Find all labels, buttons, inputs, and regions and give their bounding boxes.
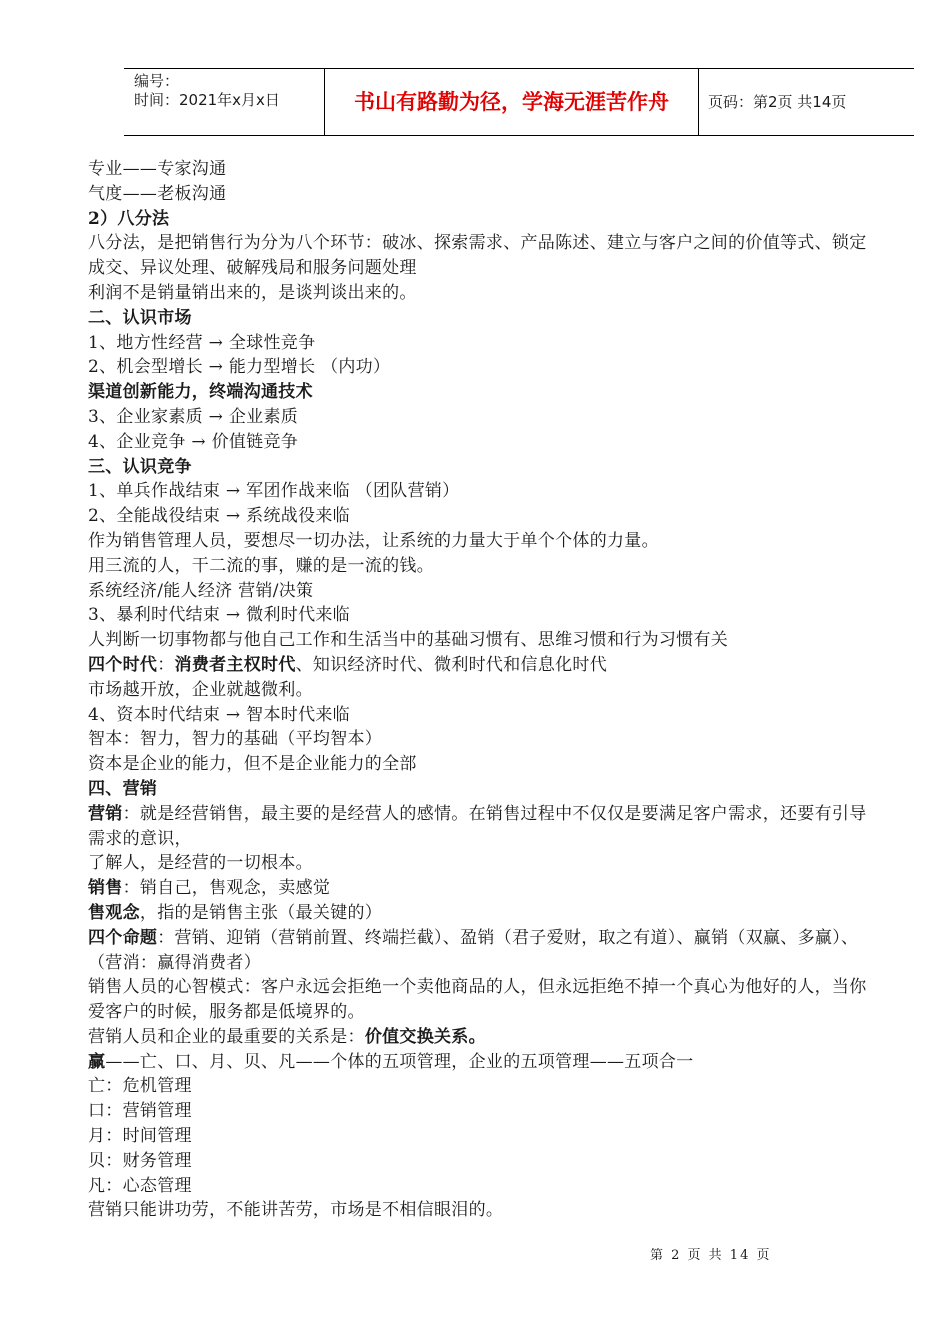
bold-term: 四个时代 (88, 654, 158, 675)
text-line: 了解人，是经营的一切根本。 (88, 853, 313, 874)
text-line (88, 876, 878, 901)
text-line: 人判断一切事物都与他自己工作和生活当中的基础习惯有、思维习惯和行为习惯有关 (88, 630, 729, 651)
text-line: 作为销售管理人员，要想尽一切办法，让系统的力量大于单个个体的力量。 (88, 530, 659, 551)
document-body (88, 157, 878, 1223)
text-span: ，指的是销售主张（最关键的） (139, 902, 383, 923)
text-line: 系统经济/能人经济 营销/决策 (88, 580, 314, 601)
text-span: ：就是经营销售，最主要的是经营人的感情。在销售过程中不仅仅是要满足客户需求，还要有引导需求的意识， (88, 803, 867, 849)
text-line: 市场越开放，企业就越微利。 (88, 679, 313, 700)
text-span: 营销人员和企业的最重要的关系是： (88, 1026, 365, 1047)
text-line: 2、机会型增长 → 能力型增长 （内功） (88, 357, 391, 378)
text-line (88, 1025, 878, 1050)
bold-term: 售观念 (88, 902, 140, 923)
bold-term: 价值交换关系。 (364, 1026, 486, 1047)
text-line: 用三流的人，干二流的事，赚的是一流的钱。 (88, 555, 434, 576)
text-line (88, 926, 878, 976)
text-span: ： (157, 654, 175, 675)
bold-term: 营销 (88, 803, 123, 824)
text-line: 销售人员的心智模式：客户永远会拒绝一个卖他商品的人，但永远拒绝不掉一个真心为他好的人，当你爱客户的时候，服务都是低境界的。 (88, 977, 867, 1023)
text-line: 贝：财务管理 (88, 1150, 192, 1171)
text-line: 资本是企业的能力，但不是企业能力的全部 (88, 754, 417, 775)
text-span: ：营销、迎销（营销前置、终端拦截）、盈销（君子爱财，取之有道）、赢销（双赢、多赢）、（营消：赢得消费者） (88, 927, 859, 973)
text-span: ：销自己，售观念，卖感觉 (122, 878, 331, 899)
bold-term: 赢 (88, 1051, 106, 1072)
text-line: 3、暴利时代结束 → 微利时代来临 (88, 605, 350, 626)
text-line: 3、企业家素质 → 企业素质 (88, 406, 299, 427)
text-line: 亡：危机管理 (88, 1076, 192, 1097)
text-line: 营销只能讲功劳，不能讲苦劳，市场是不相信眼泪的。 (88, 1200, 504, 1221)
text-line: 专业——专家沟通 (88, 159, 227, 179)
text-line: 4、资本时代结束 → 智本时代来临 (88, 704, 350, 725)
section-heading: 二、认识市场 (88, 307, 192, 328)
text-line (88, 653, 878, 678)
page-header (124, 68, 914, 136)
text-line: 气度——老板沟通 (88, 183, 227, 204)
header-motto: 书山有路勤为径，学海无涯苦作舟 (354, 90, 669, 114)
text-line (88, 901, 878, 926)
text-span: 、知识经济时代、微利时代和信息化时代 (295, 654, 608, 675)
text-line: 口：营销管理 (88, 1101, 192, 1122)
text-line: 月：时间管理 (88, 1126, 192, 1147)
text-line (88, 802, 878, 852)
header-divider (698, 69, 699, 135)
section-heading: 四、营销 (88, 778, 158, 799)
page-footer: 第 2 页 共 14 页 (650, 1248, 772, 1263)
document-number-label: 编号： (134, 72, 180, 90)
text-line (88, 1050, 878, 1075)
text-span: ——亡、口、月、贝、凡——个体的五项管理，企业的五项管理——五项合一 (105, 1051, 694, 1072)
text-line: 智本：智力，智力的基础（平均智本） (88, 729, 383, 750)
section-heading: 三、认识竞争 (88, 456, 192, 477)
section-heading: 2）八分法 (88, 208, 170, 229)
header-page-number: 页码：第2页 共14页 (708, 93, 847, 111)
bold-term: 四个命题 (88, 927, 158, 948)
text-line: 凡：心态管理 (88, 1175, 192, 1196)
text-line: 2、全能战役结束 → 系统战役来临 (88, 506, 350, 527)
text-line: 八分法，是把销售行为分为八个环节：破冰、探索需求、产品陈述、建立与客户之间的价值等式、锁定成交、异议处理、破解残局和服务问题处理 (88, 233, 867, 279)
bold-term: 消费者主权时代 (174, 654, 296, 675)
text-line: 4、企业竞争 → 价值链竞争 (88, 431, 299, 452)
text-line: 利润不是销量销出来的，是谈判谈出来的。 (88, 282, 417, 303)
text-line: 1、地方性经营 → 全球性竞争 (88, 332, 316, 353)
bold-term: 销售 (88, 878, 123, 899)
header-meta (134, 69, 324, 138)
section-heading: 渠道创新能力，终端沟通技术 (88, 382, 313, 403)
text-line: 1、单兵作战结束 → 军团作战来临 （团队营销） (88, 481, 460, 502)
document-time-label: 时间：2021年x月x日 (134, 91, 280, 109)
